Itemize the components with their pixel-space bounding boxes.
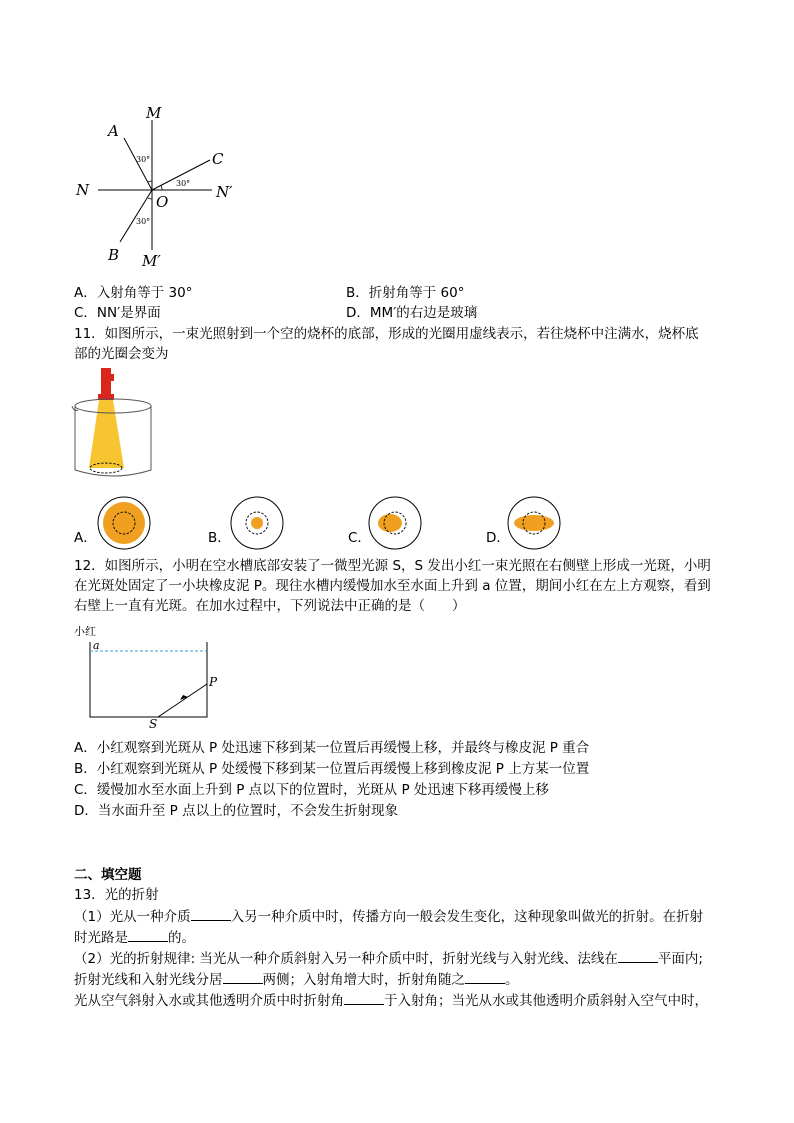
- label-observer: 小红: [74, 625, 96, 638]
- label-o: O: [156, 193, 169, 211]
- light-ray-sp: [158, 684, 207, 717]
- q12-stem-line3: 右壁上一直有光斑。在加水过程中，下列说法中正确的是（ ）: [74, 598, 466, 614]
- ray-ao: [124, 138, 152, 190]
- q12-option-d: D．当水面升至 P 点以上的位置时，不会发生折射现象: [74, 803, 399, 819]
- angle-right: 30°: [176, 179, 191, 188]
- q11-option-a-label: A．: [74, 530, 97, 546]
- label-p: P: [209, 675, 218, 689]
- angle-upper: 30°: [136, 155, 151, 164]
- q11-stem-line2: 部的光圈会变为: [74, 346, 169, 362]
- q13-blank-2[interactable]: [128, 927, 168, 942]
- q13-blank-3[interactable]: [618, 948, 658, 963]
- q11-option-c-label: C．: [348, 530, 371, 546]
- q11-option-d-label: D．: [486, 530, 510, 546]
- q13-p3-text-b: 于入射角；当光从水或其他透明介质斜射入空气中时，: [384, 993, 708, 1009]
- q11-option-d-figure: [506, 496, 566, 550]
- q13-part2-line2: [74, 969, 519, 990]
- label-n: N: [76, 181, 90, 199]
- q13-part2-line1: [74, 948, 703, 969]
- q12-stem-line2: 在光斑处固定了一小块橡皮泥 P。现往水槽内缓慢加水至水面上升到 a 位置，期间小红在左上方观察，看到: [74, 578, 711, 594]
- ray-ob: [120, 190, 152, 242]
- q13-p3-text-a: 光从空气斜射入水或其他透明介质中时折射角: [74, 993, 344, 1009]
- tank-walls: [90, 642, 207, 717]
- q13-p1-text-c: 时光路是: [74, 930, 128, 946]
- q11-option-c-figure: [368, 496, 428, 550]
- q12-option-a: A．小红观察到光斑从 P 处迅速下移到某一位置后再缓慢上移，并最终与橡皮泥 P 重合: [74, 740, 590, 756]
- q10-option-b: B．折射角等于 60°: [346, 285, 465, 301]
- q11-option-a-figure: [95, 496, 155, 550]
- q10-figure: [70, 100, 250, 270]
- q13-title: 13．光的折射: [74, 887, 159, 903]
- label-n-prime: N′: [216, 183, 233, 201]
- q13-blank-4[interactable]: [223, 969, 263, 984]
- label-c: C: [212, 150, 224, 168]
- q12-option-b: B．小红观察到光斑从 P 处缓慢下移到某一位置后再缓慢上移到橡皮泥 P 上方某一位置: [74, 761, 590, 777]
- q13-p2-text-b: 平面内;: [657, 951, 703, 967]
- q12-tank-figure: [72, 620, 222, 730]
- q13-part1-line2: [74, 927, 195, 948]
- q10-option-d: D．MM′的右边是玻璃: [346, 305, 478, 321]
- q12-stem-line1: 12．如图所示，小明在空水槽底部安装了一微型光源 S，S 发出小红一束光照在右侧壁上形成一光斑，小明: [74, 558, 711, 574]
- q13-p2-text-c: 折射光线和入射光线分居: [74, 972, 223, 988]
- label-a: a: [93, 639, 100, 652]
- q13-p2-text-d: 两侧；入射角增大时，折射角随之: [262, 972, 465, 988]
- q13-p1-text-b: 入另一种介质中时，传播方向一般会发生变化，这种现象叫做光的折射。在折射: [230, 909, 704, 925]
- q11-beaker-figure: [68, 366, 158, 484]
- q11-stem-line1: 11．如图所示，一束光照射到一个空的烧杯的底部，形成的光圈用虚线表示，若往烧杯中注满水，烧杯底: [74, 326, 699, 342]
- q13-p1-text-d: 的。: [168, 930, 195, 946]
- section-title-fill-in: 二、填空题: [74, 867, 142, 883]
- light-beam: [89, 400, 124, 468]
- angle-lower: 30°: [136, 217, 151, 226]
- label-m-prime: M′: [142, 252, 161, 270]
- q11-option-b-label: B．: [208, 530, 231, 546]
- q10-option-c: C．NN′是界面: [74, 305, 161, 321]
- q13-p2-text-a: （2）光的折射规律: 当光从一种介质斜射入另一种介质中时，折射光线与入射光线、法线在: [74, 951, 618, 967]
- q10-option-a: A．入射角等于 30°: [74, 285, 193, 301]
- label-m: M: [146, 104, 162, 122]
- label-a: A: [108, 122, 119, 140]
- q13-p2-text-e: 。: [505, 972, 519, 988]
- label-b: B: [108, 246, 120, 264]
- q11-option-b-figure: [230, 496, 290, 550]
- q13-part1-line1: [74, 906, 703, 927]
- q13-p1-text-a: （1）光从一种介质: [74, 909, 191, 925]
- label-s: S: [149, 717, 158, 730]
- q13-blank-1[interactable]: [191, 906, 231, 921]
- q12-option-c: C．缓慢加水至水面上升到 P 点以下的位置时，光斑从 P 处迅速下移再缓慢上移: [74, 782, 549, 798]
- q13-blank-5[interactable]: [465, 969, 505, 984]
- flashlight-body: [101, 368, 111, 394]
- q13-part3-line1: [74, 990, 708, 1011]
- q13-blank-6[interactable]: [344, 990, 384, 1005]
